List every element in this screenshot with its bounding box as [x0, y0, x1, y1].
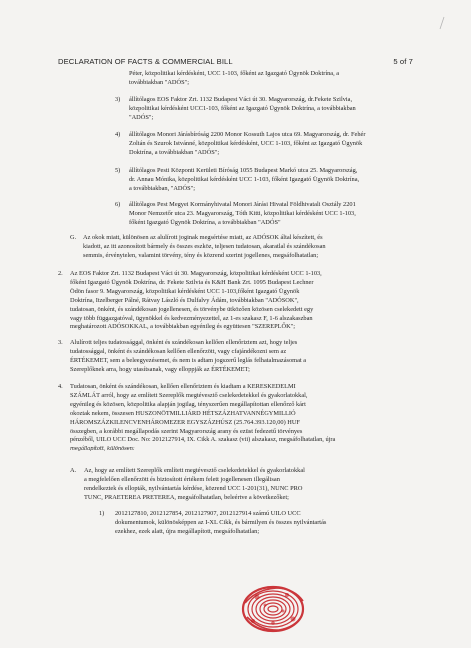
item-4-number: 4) [115, 131, 121, 138]
text-line: dr. Annau Mónika, közpolitikai kérdésként UCC 1-103, főként Igazgató Ügynök Doktrína, [129, 175, 360, 183]
subitem-1-number: 1) [99, 510, 105, 517]
text-line: Az okok miatt, különösen az alulírott joginak megsértése miatt, az ADÓSOK által készített, és [83, 234, 323, 241]
text-line: rendelkeztek és ellopták, nyilvántartás kérdése, közrend UCC 1-201(31), NUNC PRO [84, 484, 303, 492]
fingerprint-seal [237, 583, 307, 635]
item-5-text [129, 167, 429, 194]
text-line: közpolitikai kérdésként UCC1-103, főként az Igazgató Ügynök Doktrína, a továbbiakban [129, 104, 356, 112]
handwritten-line: megállapított, különösen: [70, 446, 135, 453]
paragraph-2-text [70, 270, 430, 332]
subitem-1-text [115, 510, 430, 537]
item-6-number: 6) [115, 201, 121, 208]
paragraph-4-text [70, 383, 430, 454]
item-6-text [129, 201, 429, 228]
text-line: meghatározott ADÓSOKKAL, a továbbiakban egyénileg és együttesen "SZEREPLŐK"; [70, 323, 296, 331]
paragraph-2-number: 2. [58, 270, 63, 277]
text-line: Az EOS Faktor Zrt. 1132 Budapest Váci út 30. Magyarország, közpolitikai kérdésként UCC 1-103, [70, 270, 322, 277]
text-line: okoztak nekem, összesen HUSZONÖTMILLIÁRD HÉTSZÁZHATVANNÉGYMILLIÓ [70, 409, 296, 417]
text-line: kiadott, az itt azonosított bármely és összes eszköz, teljesen tudatosan, akaratlal és szándékosan [83, 242, 326, 250]
text-line: állítólagos Pest Megyei Kormányhivatal Monori Járási Hivatal Földhivatali Osztály 2201 [129, 201, 356, 208]
text-line: TUNC, PRAETEREA PRETEREA, megsáfolhatatlan, beleértve a következőket; [84, 493, 289, 501]
text-line: vagy több függazgatóval, ügynökkel és kedvezményezettel, az 1-es szakasz F, 1-6 alszakaszban [70, 314, 313, 322]
paragraph-a-letter: A. [70, 467, 77, 474]
text-line: állítólagos EOS Faktor Zrt. 1132 Budapest Váci út 30. Magyarország, dr.Fekete Szilvia, [129, 96, 353, 103]
text-line: Zoltán és Szurok Istvánné, közpolitikai kérdésként, UCC 1-103, főként az Igazgató Ügynök [129, 139, 363, 147]
item-g-letter: G. [70, 234, 77, 241]
text-line: ezekhez, ezek alatt, újra megállapított, megsáfolhatatlan; [115, 527, 260, 535]
item-g-text [83, 234, 428, 261]
item-2-continuation [129, 70, 429, 88]
text-line: Az, hogy az említett Szereplők említett megtévesztő cselekedetekkel és gyakorlatokkal [84, 467, 305, 474]
text-line: Péter, közpolitikai kérdésként, UCC 1-103, főként az Igazgató Ügynök Doktrína, a [129, 70, 340, 77]
paragraph-4-number: 4. [58, 383, 63, 390]
text-line: dokumentumok, különösképpen az I-XL Cikk, és bármilyen és összes nyilvántartás [115, 518, 327, 526]
text-line: főként Igazgató Ügynök Doktrína, a továbbiakban "ADÓS" [129, 218, 281, 226]
text-line: "ADÓS"; [129, 113, 154, 121]
text-line: ÉRTÉKEMET, sem a beleegyezésemet, és nem is adtam jogszerű leglás felhatalmazásomat a [70, 356, 307, 364]
text-line: HÁROMSZÁZKILENCVENHÁROMEZER EGYSZÁZHÚSZ (25.764.393.120,00) HUF [70, 418, 300, 426]
text-line: állítólagos Pesti Központi Kerületi Bíróság 1055 Budapest Markó utca 25. Magyarország, [129, 167, 358, 174]
paragraph-3-text [70, 339, 430, 375]
item-5-number: 5) [115, 167, 121, 174]
item-4-text [129, 131, 429, 158]
text-line: állítólagos Monori Járásbíróság 2200 Monor Kossuth Lajos utca 69. Magyarország, dr. Fehér [129, 131, 366, 138]
document-title: DECLARATION OF FACTS & COMMERCIAL BILL [58, 57, 233, 66]
text-line: semmis, érvénytelen, valamint törvény, tény és közrend szerint jogellenes, megsáfolhatatlan; [83, 251, 319, 259]
text-line: a továbbiakban, "ADÓS"; [129, 184, 195, 192]
paragraph-a-text [84, 467, 429, 503]
text-line: Ödön fasor 9. Magyarország, közpolitikai kérdésként UCC 1-103,főként Igazgató Ügynök [70, 287, 300, 295]
text-line: 2012127810, 2012127854, 2012127907, 2012127914 számú UILO UCC [115, 510, 301, 517]
paragraph-3-number: 3. [58, 339, 63, 346]
text-line: Doktrína, a továbbiakban "ADÓS"; [129, 148, 220, 156]
text-line: összegben, a korábbi megállapodás szerint Magyarország arany és ezüst fedezetű törvényes [70, 427, 303, 435]
item-3-text [129, 96, 429, 123]
page-header [58, 57, 413, 66]
text-line: tudatosan, önként, és szándékosan jogellenesen, és törvénybe ütközően közösen cselekedett egy [70, 305, 314, 313]
text-line: egyénileg és közösen, közpolitika alapján jogilag, tényszerűen megállapítottan ellenőrző kárt [70, 400, 306, 408]
text-line: Szereplőknek arra, hogy utasítsanak, vagy elloppják az ÉRTÉKEMET; [70, 365, 250, 373]
text-line: Monor Nemzetőr utca 23. Magyarország, Tóth Kitti, közpolitikai kérdésként UCC 1-103, [129, 209, 356, 217]
text-line: továbbiakban "ADÓS"; [129, 78, 189, 86]
text-line: SZÁMLÁT arról, hogy az említett Szereplők megtévesztő cselekedetekkel és gyakorlatokkal, [70, 391, 308, 399]
text-line: pénzéből, UILO UCC Doc. No: 2012127914, IX. Cikk A. szakasz (vii) alszakasz, megsáfolhatatlan, újra [70, 436, 336, 444]
text-line: tudatossággal, önként és szándékosan kellően ellenőrzött, vagy cfajándékozni sem az [70, 347, 287, 355]
page-number: 5 of 7 [393, 57, 413, 66]
text-line: főként Igazgató Ügynök Doktrína, dr. Fekete Szilvia és K&H Bank Zrt. 1095 Budapest Lechner [70, 278, 314, 286]
item-3-number: 3) [115, 96, 121, 103]
text-line: Doktrína, Itzelberger Pálné, Rátvay László és Dulfalvy Ádám, továbbiakban "ADÓSOK", [70, 296, 299, 304]
text-line: Alulírott teljes tudatossággal, önként és szándékosan kellően ellenőriztem azt, hogy teljes [70, 339, 298, 346]
text-line: Tudatosan, önként és szándékosan, kellően ellenőriztem és kiadtam a KERESKEDELMI [70, 383, 296, 390]
pen-mark [436, 16, 446, 30]
text-line: a megfelelően ellenőrzött és biztosított értékem felett jogellenesen illegálisan [84, 475, 280, 483]
